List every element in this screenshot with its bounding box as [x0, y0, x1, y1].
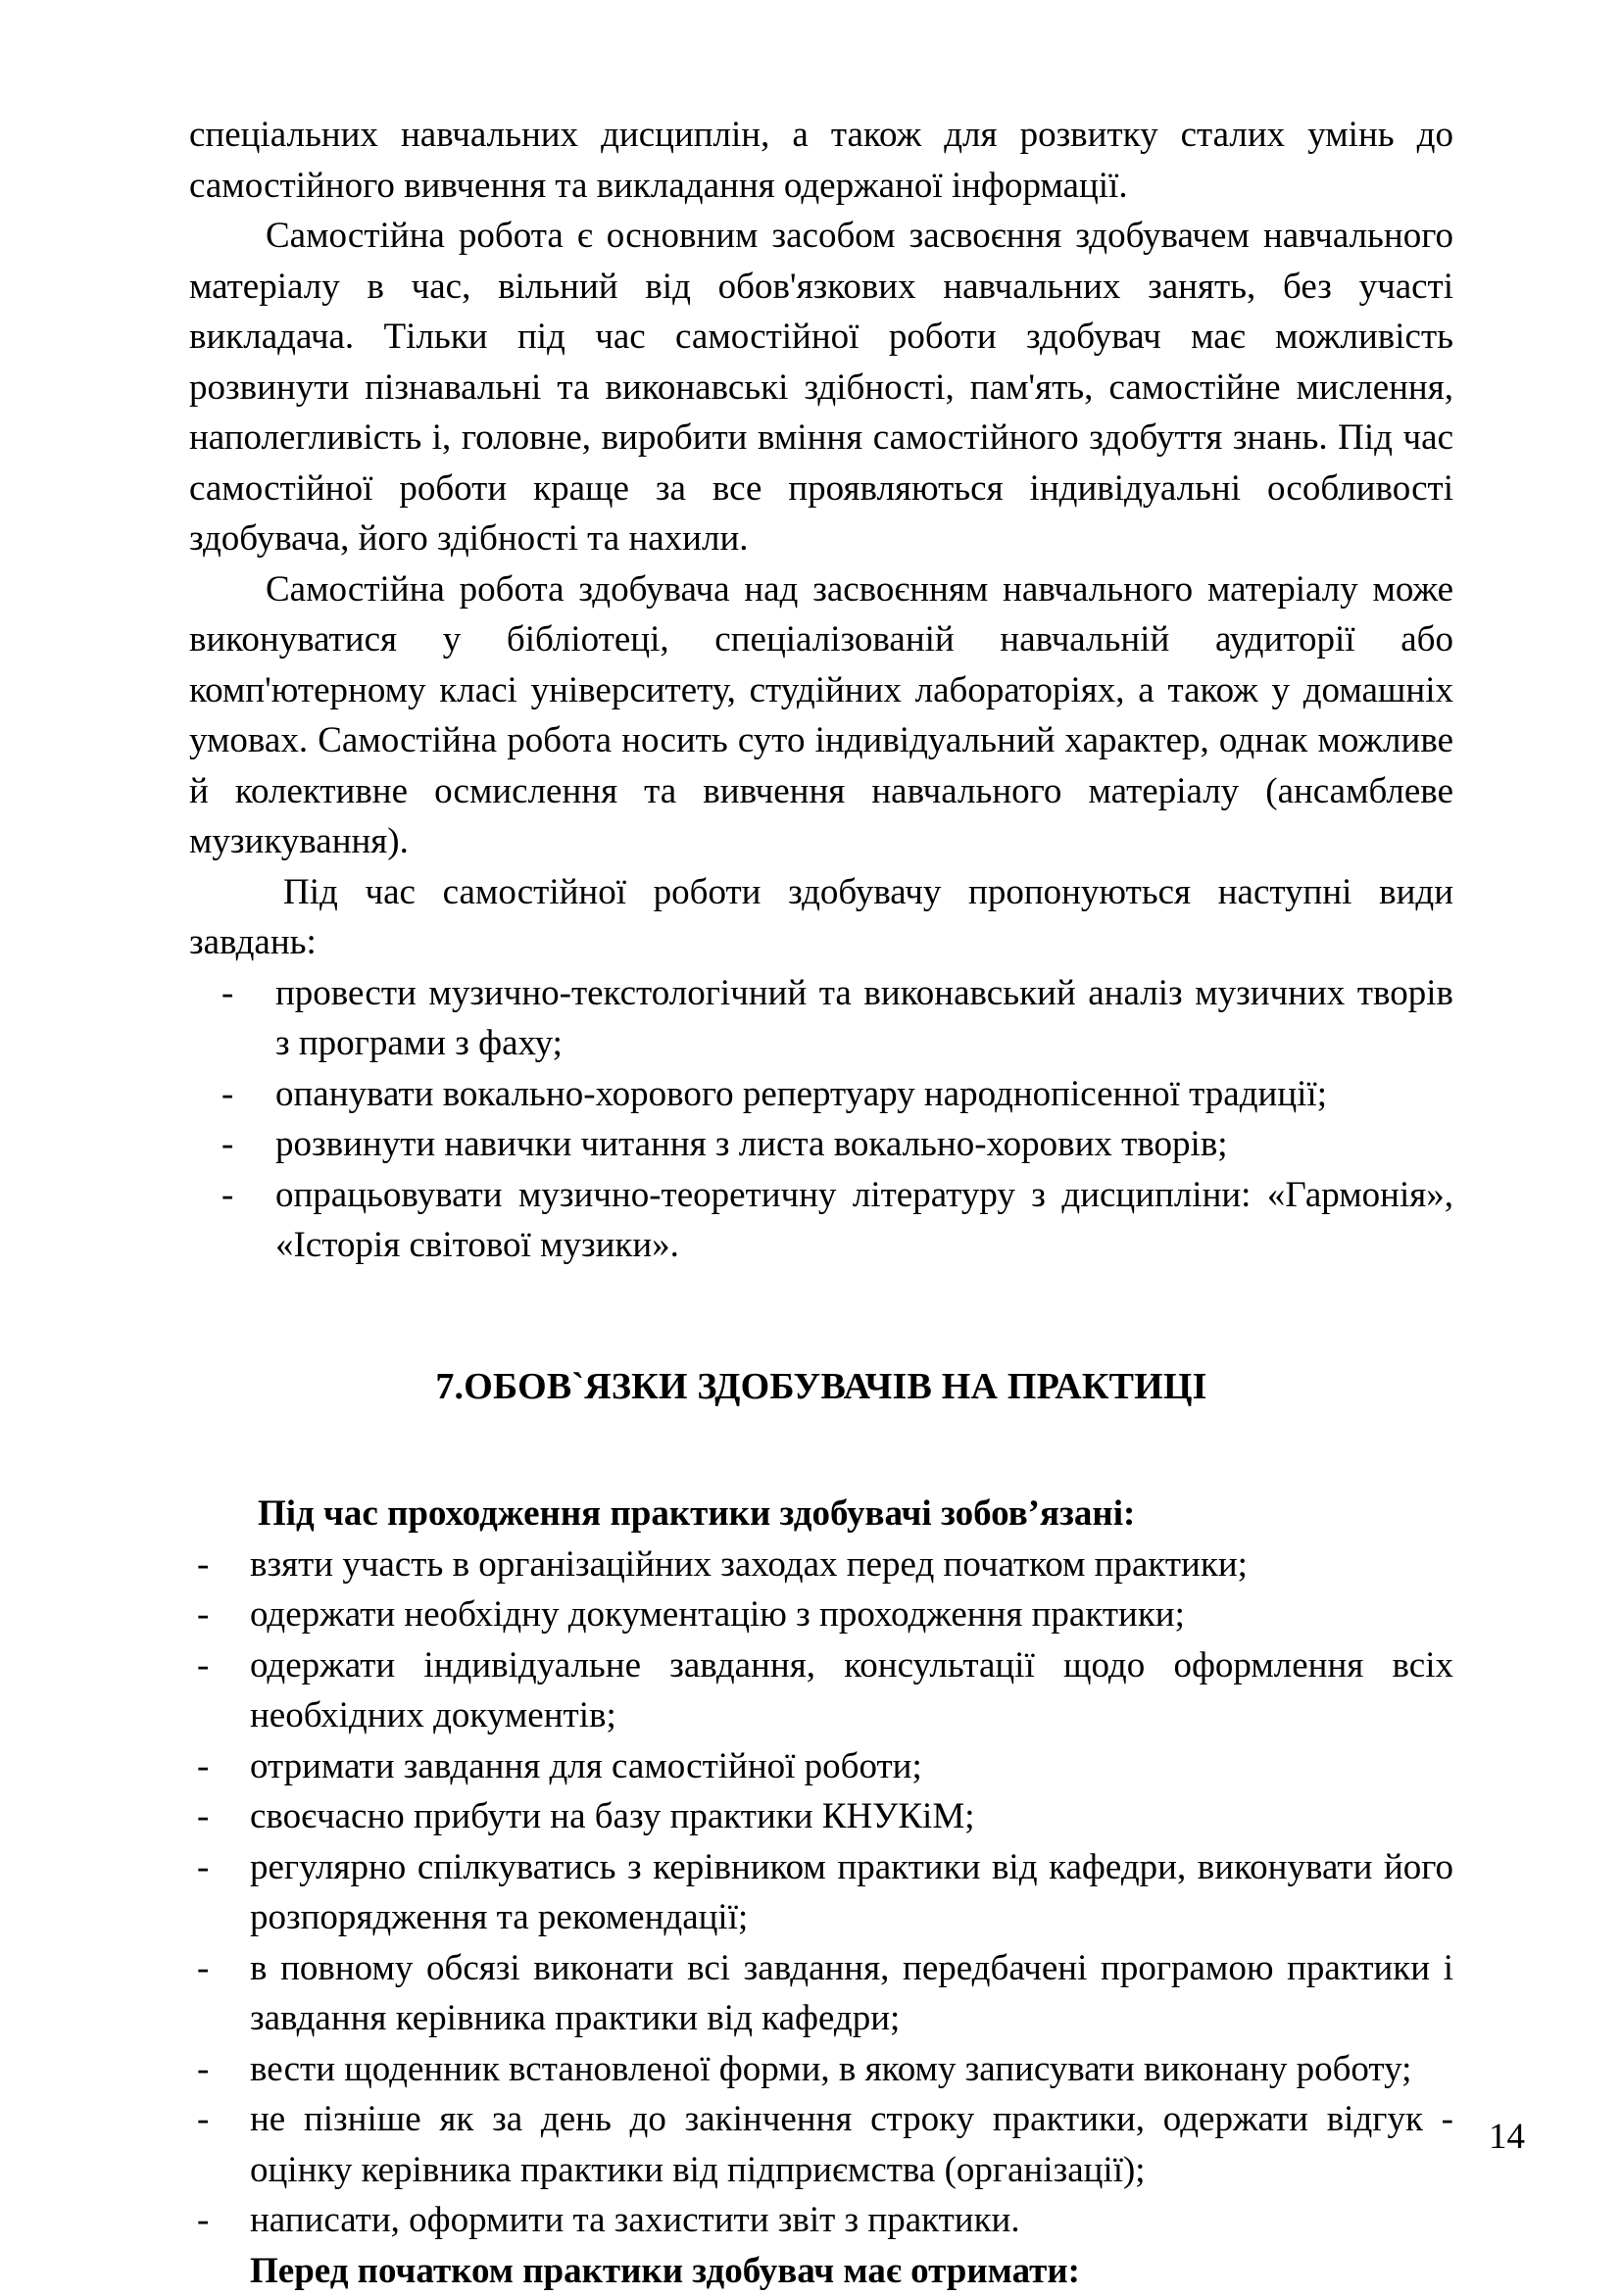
dash-bullet-icon: -	[197, 1594, 210, 1636]
list-item-label: опрацьовувати музично-теоретичну літературу з дисципліни: «Гармонія», «Історія світової музики».	[275, 1174, 1453, 1265]
dash-bullet-icon: -	[197, 2099, 210, 2140]
paragraph-3: Самостійна робота здобувача над засвоєнням навчального матеріалу може виконуватися у бібліотеці, спеціалізованій навчальній аудиторії або комп'ютерному класі університету, студійних лабораторіях, а також у домашніх умовах. Самостійна робота носить суто індивідуальний характер, однак можливе й колективне осмислення та вивчення навчального матеріалу (ансамблеве музикування).	[189, 568, 1453, 861]
list-item-label: взяти участь в організаційних заходах перед початком практики;	[250, 1543, 1248, 1585]
dash-bullet-icon: -	[221, 1124, 234, 1164]
dash-bullet-icon: -	[197, 2200, 210, 2241]
list-item-label: провести музично-текстологічний та виконавський аналіз музичних творів з програми з фаху;	[275, 972, 1453, 1063]
list-item	[189, 2195, 1453, 2246]
list-item-label: розвинути навички читання з листа вокально-хорових творів;	[275, 1124, 1228, 1164]
dash-bullet-icon: -	[197, 1947, 210, 1988]
list-item-label: одержати необхідну документацію з проходження практики;	[250, 1594, 1185, 1636]
list-item	[189, 1640, 1453, 1741]
list-item-label: написати, оформити та захистити звіт з практики.	[250, 2200, 1020, 2241]
list-item-label: опанувати вокально-хорового репертуару народнопісенної традиції;	[275, 1073, 1327, 1114]
dash-bullet-icon: -	[197, 1796, 210, 1837]
paragraph-4: Під час самостійної роботи здобувачу пропонуються наступні види завдань:	[189, 871, 1453, 962]
dash-bullet-icon: -	[197, 1846, 210, 1887]
list-item	[189, 1791, 1453, 1842]
list-item	[189, 1741, 1453, 1792]
duties-list	[189, 1539, 1453, 2246]
list-item-label: отримати завдання для самостійної роботи;	[250, 1745, 922, 1786]
task-list	[189, 968, 1453, 1271]
spacer	[189, 1443, 1453, 1489]
list-item	[189, 1539, 1453, 1590]
duties-closing-text: Перед початком практики здобувач має отримати:	[250, 2250, 1080, 2291]
page-content	[189, 110, 1453, 2296]
list-item-label: в повному обсязі виконати всі завдання, передбачені програмою практики і завдання керівника практики від кафедри;	[250, 1947, 1453, 2039]
list-item	[189, 1589, 1453, 1640]
page-number: 14	[1489, 2117, 1525, 2157]
dash-bullet-icon: -	[197, 2048, 210, 2089]
list-item-label: регулярно спілкуватись з керівником практики від кафедри, виконувати його розпорядження та рекомендації;	[250, 1846, 1453, 1938]
paragraph-1: спеціальних навчальних дисциплін, а також для розвитку сталих умінь до самостійного вивчення та викладання одержаної інформації.	[189, 115, 1453, 206]
list-item	[189, 1069, 1453, 1120]
list-item	[189, 1943, 1453, 2044]
dash-bullet-icon: -	[197, 1745, 210, 1786]
spacer	[189, 1271, 1453, 1332]
dash-bullet-icon: -	[221, 1174, 234, 1215]
list-item	[189, 1119, 1453, 1170]
dash-bullet-icon: -	[197, 1644, 210, 1685]
list-item	[189, 1170, 1453, 1271]
list-item-label: одержати індивідуальне завдання, консультації щодо оформлення всіх необхідних документів;	[250, 1644, 1453, 1736]
dash-bullet-icon: -	[221, 1073, 234, 1114]
list-item-label: не пізніше як за день до закінчення строку практики, одержати відгук - оцінку керівника практики від підприємства (організації);	[250, 2099, 1453, 2190]
paragraph-2: Самостійна робота є основним засобом засвоєння здобувачем навчального матеріалу в час, вільний від обов'язкових навчальних занять, без участі викладача. Тільки під час самостійної роботи здобувач має можливість розвинути пізнавальні та виконавські здібності, пам'ять, самостійне мислення, наполегливість і, головне, виробити вміння самостійного здобуття знань. Під час самостійної роботи краще за все проявляються індивідуальні особливості здобувача, його здібності та нахили.	[189, 216, 1453, 559]
list-item	[189, 2094, 1453, 2195]
section-heading: 7.ОБОВ`ЯЗКИ ЗДОБУВАЧІВ НА ПРАКТИЦІ	[435, 1366, 1207, 1408]
list-item	[189, 968, 1453, 1069]
list-item	[189, 2044, 1453, 2095]
dash-bullet-icon: -	[221, 972, 234, 1013]
list-item-label: своєчасно прибути на базу практики КНУКіМ;	[250, 1796, 975, 1837]
dash-bullet-icon: -	[197, 1543, 210, 1585]
duties-lead-text: Під час проходження практики здобувачі зобов’язані:	[258, 1493, 1136, 1535]
list-item-label: вести щоденник встановленої форми, в якому записувати виконану роботу;	[250, 2048, 1412, 2089]
list-item	[189, 1842, 1453, 1943]
